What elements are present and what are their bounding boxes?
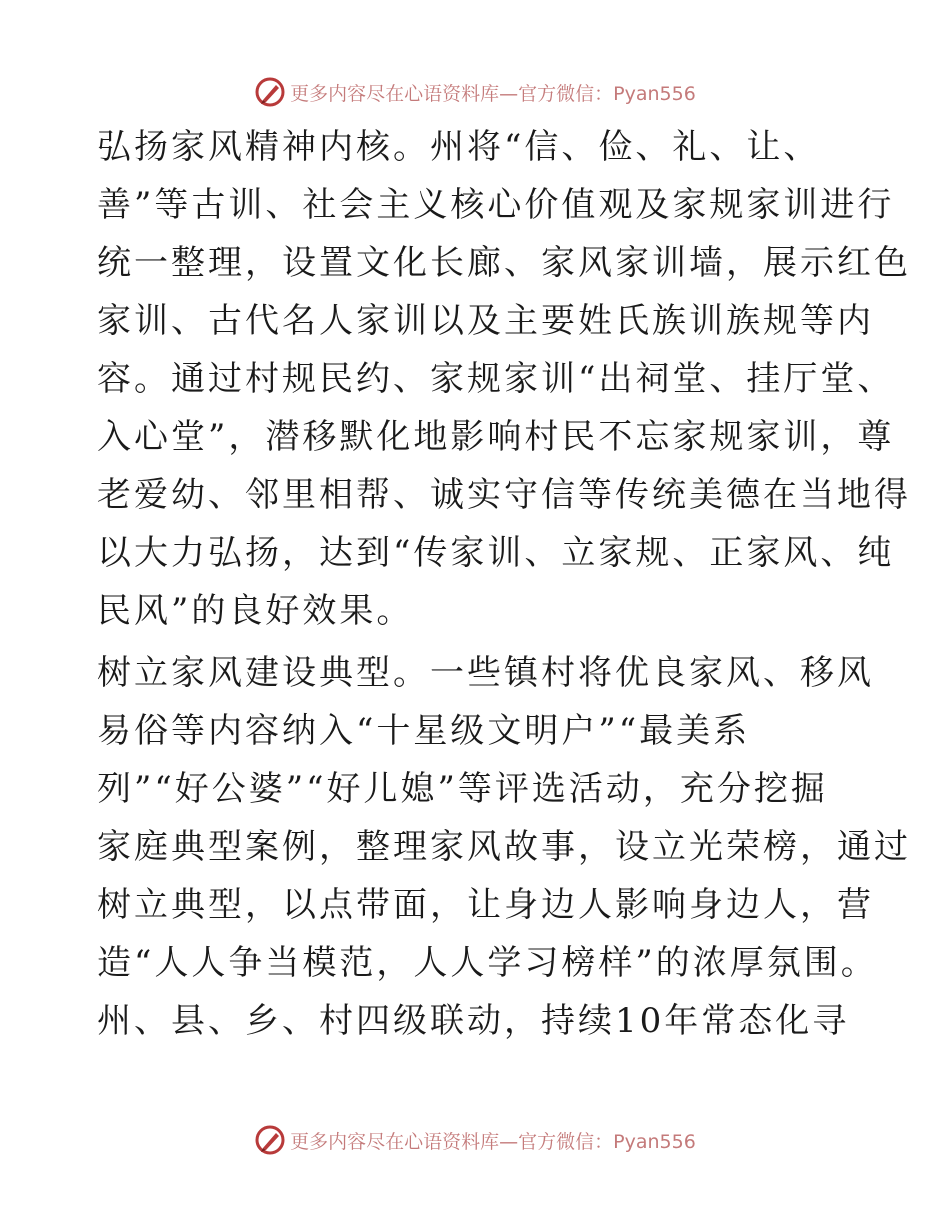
text-line: 入心堂”，潜移默化地影响村民不忘家规家训，尊 — [97, 417, 895, 457]
text-line: 民风”的良好效果。 — [97, 591, 414, 631]
text-line: 家庭典型案例，整理家风故事，设立光荣榜，通过 — [97, 827, 911, 867]
text-line: 容。通过村规民约、家规家训“出祠堂、挂厅堂、 — [97, 359, 895, 399]
pen-logo-icon — [254, 76, 286, 108]
text-line: 以大力弘扬，达到“传家训、立家规、正家风、纯 — [97, 533, 895, 573]
pen-logo-icon — [254, 1124, 286, 1156]
header-watermark — [0, 72, 950, 112]
text-line: 家训、古代名人家训以及主要姓氏族训族规等内 — [97, 301, 874, 341]
footer-watermark — [0, 1120, 950, 1160]
text-line: 善”等古训、社会主义核心价值观及家规家训进行 — [97, 185, 895, 225]
document-body — [97, 118, 911, 1054]
text-line: 老爱幼、邻里相帮、诚实守信等传统美德在当地得 — [97, 475, 911, 515]
paragraph-1 — [97, 118, 911, 640]
paragraph-2 — [97, 644, 911, 1050]
header-watermark-text: 更多内容尽在心语资料库—官方微信：Pyan556 — [290, 82, 696, 105]
text-line: 易俗等内容纳入“十星级文明户”“最美系 — [97, 711, 751, 751]
text-line: 统一整理，设置文化长廊、家风家训墙，展示红色 — [97, 243, 911, 283]
text-line: 树立家风建设典型。一些镇村将优良家风、移风 — [97, 653, 874, 693]
text-line: 造“人人争当模范，人人学习榜样”的浓厚氛围。 — [97, 943, 878, 983]
text-line: 弘扬家风精神内核。州将“信、俭、礼、让、 — [97, 127, 821, 167]
text-line: 列”“好公婆”“好儿媳”等评选活动，充分挖掘 — [97, 769, 828, 809]
text-line: 州、县、乡、村四级联动，持续10年常态化寻 — [97, 1001, 850, 1041]
footer-watermark-text: 更多内容尽在心语资料库—官方微信：Pyan556 — [290, 1130, 696, 1153]
text-line: 树立典型，以点带面，让身边人影响身边人，营 — [97, 885, 874, 925]
